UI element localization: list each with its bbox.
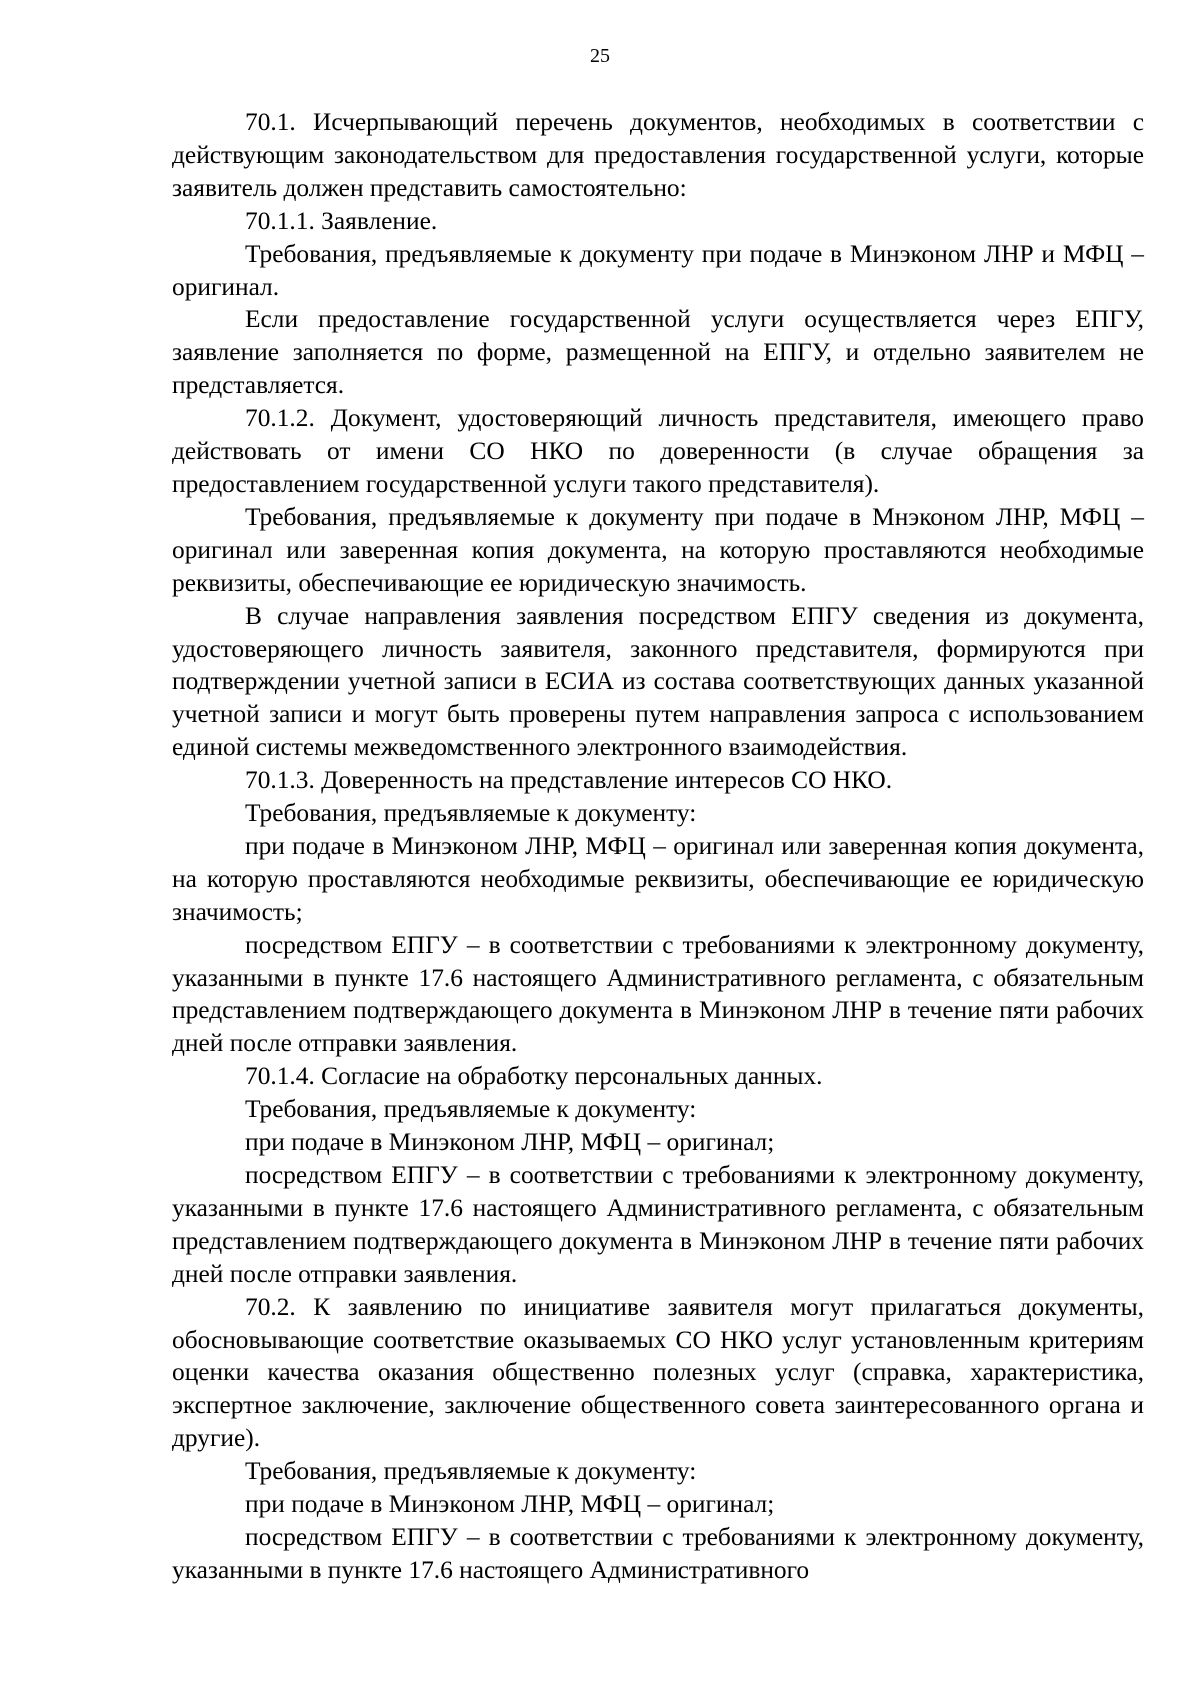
paragraph: Если предоставление государственной услуги осуществляется через ЕПГУ, заявление заполняется по форме, размещенной на ЕПГУ, и отдельно заявителем не представляется. xyxy=(172,305,1144,400)
paragraph: Требования, предъявляемые к документу при подаче в Минэконом ЛНР и МФЦ – оригинал. xyxy=(172,239,1144,301)
paragraph-70-1-3: 70.1.3. Доверенность на представление интересов СО НКО. xyxy=(245,766,893,795)
paragraph: Требования, предъявляемые к документу при подаче в Мнэконом ЛНР, МФЦ – оригинал или заверенная копия документа, на которую проставляются необходимые реквизиты, обеспечивающие ее юридическую значимость. xyxy=(172,502,1144,597)
page-number: 25 xyxy=(590,45,610,67)
paragraph: при подаче в Минэконом ЛНР, МФЦ – оригинал или заверенная копия документа, на которую проставляются необходимые реквизиты, обеспечивающие ее юридическую значимость; xyxy=(172,831,1144,926)
paragraph: Требования, предъявляемые к документу: xyxy=(245,1095,697,1124)
paragraph: В случае направления заявления посредством ЕПГУ сведения из документа, удостоверяющего личность заявителя, законного представителя, формируются при подтверждении учетной записи в ЕСИА из состава соответствующих данных указанной учетной записи и могут быть проверены путем направления запроса с использованием единой системы межведомственного электронного взаимодействия. xyxy=(172,601,1144,762)
paragraph: посредством ЕПГУ – в соответствии с требованиями к электронному документу, указанными в пункте 17.6 настоящего Административного xyxy=(172,1522,1144,1584)
paragraph: Требования, предъявляемые к документу: xyxy=(245,1457,697,1486)
paragraph-70-1-4: 70.1.4. Согласие на обработку персональных данных. xyxy=(245,1062,823,1091)
paragraph-70-1-1: 70.1.1. Заявление. xyxy=(245,206,438,235)
paragraph-70-1: 70.1. Исчерпывающий перечень документов, необходимых в соответствии с действующим законодательством для предоставления государственной услуги, которые заявитель должен представить самостоятельно: xyxy=(172,108,1144,202)
paragraph: посредством ЕПГУ – в соответствии с требованиями к электронному документу, указанными в пункте 17.6 настоящего Административного регламента, с обязательным представлением подтверждающего документа в Минэконом ЛНР в течение пяти рабочих дней после отправки заявления. xyxy=(172,930,1144,1058)
paragraph-70-2: 70.2. К заявлению по инициативе заявителя могут прилагаться документы, обосновывающие соответствие оказываемых СО НКО услуг установленным критериям оценки качества оказания общественно полезных услуг (справка, характеристика, экспертное заключение, заключение общественного совета заинтересованного органа и другие). xyxy=(172,1292,1144,1453)
document-body xyxy=(172,106,1144,1587)
paragraph: при подаче в Минэконом ЛНР, МФЦ – оригинал; xyxy=(245,1128,775,1157)
paragraph: при подаче в Минэконом ЛНР, МФЦ – оригинал; xyxy=(245,1490,775,1519)
paragraph: посредством ЕПГУ – в соответствии с требованиями к электронному документу, указанными в пункте 17.6 настоящего Административного регламента, с обязательным представлением подтверждающего документа в Минэконом ЛНР в течение пяти рабочих дней после отправки заявления. xyxy=(172,1161,1144,1288)
paragraph: Требования, предъявляемые к документу: xyxy=(245,799,697,828)
paragraph-70-1-2: 70.1.2. Документ, удостоверяющий личность представителя, имеющего право действовать от имени СО НКО по доверенности (в случае обращения за предоставлением государственной услуги такого представителя). xyxy=(172,404,1144,498)
